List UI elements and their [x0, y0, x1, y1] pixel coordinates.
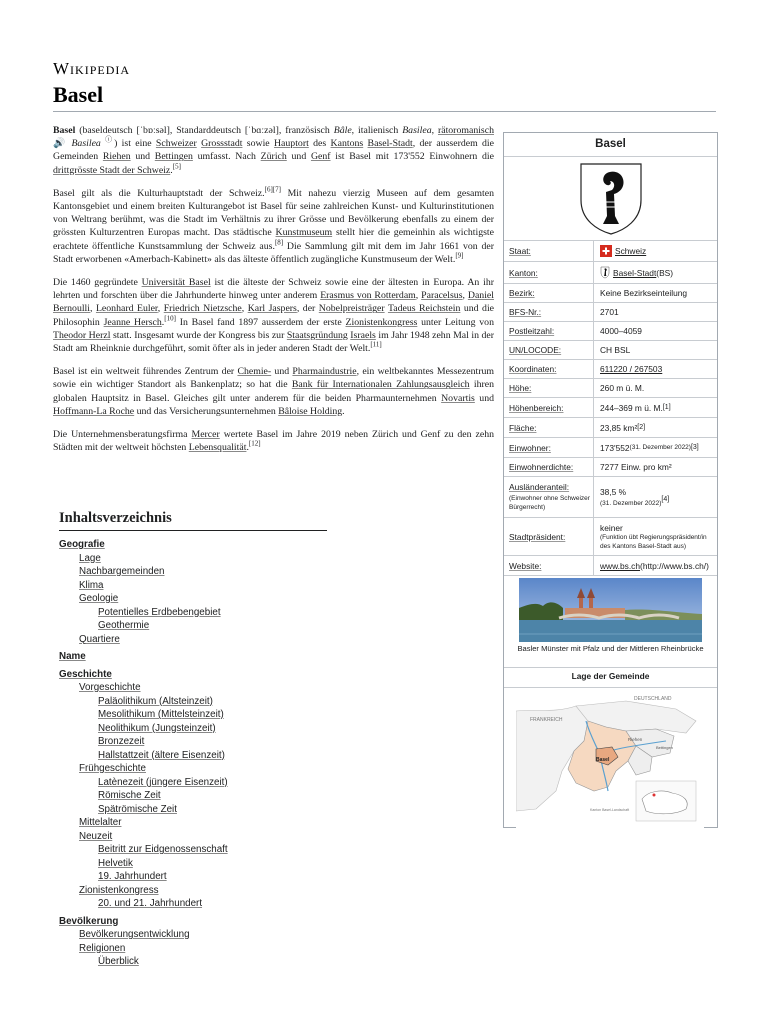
toc-link[interactable]: Überblick [98, 956, 139, 967]
map-title: Lage der Gemeinde [504, 668, 717, 688]
toc-item[interactable] [59, 857, 329, 871]
toc-item[interactable] [59, 538, 329, 552]
toc-item[interactable] [59, 776, 329, 790]
lemma: Basel [53, 125, 76, 136]
ref-4[interactable]: [4] [661, 496, 670, 504]
link-chemie[interactable]: Chemie- [237, 366, 272, 378]
infobox [503, 132, 718, 828]
toc-link[interactable]: Spätrömische Zeit [98, 803, 177, 815]
link-euler[interactable]: Leonhard Euler [95, 303, 158, 315]
photo-caption: Basler Münster mit Pfalz und der Mittleren Rheinbrücke [517, 644, 704, 653]
intro-paragraph-4: Basel ist ein weltweit führendes Zentrum der Chemie- und Pharmaindustrie, ein weltbekanntes Messezentrum sowie ein wichtiger Standort als Bankenplatz; so hat die Bank für Internationalen Zahlungsausgleich ihren globalen Hauptsitz in Basel. Gleiches gilt unter anderem für die beiden Pharmaunternehmen Novartis und Hoffmann-La Roche und das Versicherungsunternehmen Bâloise Holding. [53, 366, 495, 417]
swiss-flag-icon [600, 245, 612, 257]
link-baloise[interactable]: Bâloise Holding [278, 405, 343, 417]
link-nobelpreistraeger[interactable]: Nobelpreisträger [318, 303, 385, 315]
toc-link[interactable]: Neuzeit [79, 830, 113, 842]
link-website[interactable]: www.bs.ch [600, 560, 641, 571]
toc-link[interactable]: Religionen [79, 942, 126, 954]
infobox-row-locode: UN/LOCODE: CH BSL [504, 341, 717, 360]
toc-item[interactable] [59, 606, 329, 620]
intro-paragraph-5: Die Unternehmensberatungsfirma Mercer wertete Basel im Jahre 2019 neben Zürich und Genf zu den zehn Städten mit der weltweit höchsten Lebensqualität.[12] [53, 429, 494, 454]
toc-link[interactable]: Geschichte [59, 668, 112, 680]
intro-paragraph-3: Die 1460 gegründete Universität Basel ist die älteste der Schweiz sowie eine der ältesten in Europa. An ihr lehrten und forschten über die Jahrhunderte hinweg unter anderem Erasmus von Rotterdam, Paracelsus, Daniel Bernoulli, Leonhard Euler, Friedrich Nietzsche, Karl Jaspers, der Nobelpreisträger Tadeus Reichstein und die Philosophin Jeanne Hersch.[10] In Basel fand 1897 ausserdem der erste Zionistenkongress unter Leitung von Theodor Herzl statt. Insgesamt wurde der Kongress bis zur Staatsgründung Israels im Jahr 1948 zehn Mal in der Stadt am Rheinknie durchgeführt, somit öfter als in jeder anderen Stadt der Welt.[11] [53, 277, 495, 355]
link-hersch[interactable]: Jeanne Hersch [103, 316, 162, 328]
toc-link[interactable]: Beitritt zur Eidgenossenschaft [98, 844, 228, 855]
toc-link[interactable]: Neolithikum (Jungsteinzeit) [98, 722, 216, 734]
toc-link[interactable]: Latènezeit (jüngere Eisenzeit) [98, 776, 228, 788]
toc-link[interactable]: Vorgeschichte [79, 682, 141, 693]
link-bernoulli[interactable]: Daniel Bernoulli [53, 290, 494, 315]
link-drittgroesste[interactable]: drittgrösste Stadt der Schweiz [53, 164, 171, 176]
toc-link[interactable]: Bevölkerung [59, 915, 119, 927]
toc-item[interactable] [59, 579, 329, 593]
coat-of-arms[interactable] [504, 157, 717, 241]
ref-12[interactable]: [12] [248, 440, 261, 448]
link-erasmus[interactable]: Erasmus von Rotterdam [320, 290, 416, 302]
toc-item[interactable] [59, 668, 329, 682]
toc-link[interactable]: Mesolithikum (Mittelsteinzeit) [98, 709, 224, 720]
infobox-title: Basel [504, 133, 717, 157]
audio-icon[interactable]: 🔊 [53, 138, 72, 150]
link-paracelsus[interactable]: Paracelsus [421, 290, 463, 302]
link-bettingen[interactable]: Bettingen [154, 151, 193, 163]
link-schweiz[interactable]: Schweiz [615, 246, 647, 256]
toc-item[interactable] [59, 789, 329, 803]
city-photo[interactable] [504, 576, 717, 668]
link-schweizer[interactable]: Schweizer [155, 138, 197, 150]
toc-item[interactable] [59, 650, 329, 664]
toc-item[interactable] [59, 592, 329, 606]
link-zionistenkongress[interactable]: Zionistenkongress [345, 316, 418, 328]
toc-link[interactable]: Hallstattzeit (ältere Eisenzeit) [98, 749, 225, 761]
toc-item[interactable] [59, 722, 329, 736]
ref-11[interactable]: [11] [370, 340, 382, 349]
toc-link[interactable]: Geothermie [98, 620, 150, 631]
toc-item[interactable] [59, 708, 329, 722]
link-biz[interactable]: Bank für Internationalen Zahlungsausgleich [291, 379, 470, 391]
link-nietzsche[interactable]: Friedrich Nietzsche [163, 303, 242, 315]
ref-6-7[interactable]: [6][7] [264, 185, 281, 194]
link-basel-stadt-kanton[interactable]: Basel-Stadt [613, 267, 657, 278]
toc-list [59, 538, 329, 969]
infobox-row-hoehe: Höhe: 260 m ü. M. [504, 379, 717, 398]
infobox-row-hoehenbereich: Höhenbereich: 244–369 m ü. M. [1] [504, 398, 717, 418]
link-universitaet[interactable]: Universität Basel [141, 277, 211, 289]
link-riehen[interactable]: Riehen [102, 151, 131, 163]
article-content [53, 124, 494, 464]
intro-paragraph-1: Basel (baseldeutsch [ˈbɒːsəl], Standarddeutsch [ˈbɑːzəl], französisch Bâle, italienisch Basilea, rätoromanisch 🔊 Basilea ⓘ) ist eine Schweizer Grossstadt sowie Hauptort des Kantons Basel-Stadt, der ausserdem die Gemeinden Riehen und Bettingen umfasst. Nach Zürich und Genf ist Basel mit 173'552 Einwohnern die drittgrösste Stadt der Schweiz.[5] [53, 125, 495, 176]
map-label-bettingen: Bettingen [656, 745, 673, 750]
toc-item[interactable] [59, 552, 329, 566]
toc-link[interactable]: Bronzezeit [98, 736, 145, 747]
link-hauptort[interactable]: Hauptort [273, 138, 309, 150]
toc-item[interactable] [59, 897, 329, 911]
toc-item[interactable] [59, 681, 329, 695]
link-kunstmuseum[interactable]: Kunstmuseum [275, 227, 333, 239]
toc-item[interactable] [59, 735, 329, 749]
toc-item[interactable] [59, 870, 329, 884]
infobox-row-plz: Postleitzahl: 4000–4059 [504, 322, 717, 341]
link-staatsgruendung[interactable]: Staatsgründung [286, 329, 348, 341]
link-basel-stadt[interactable]: Basel-Stadt [367, 138, 413, 150]
map-label-riehen: Riehen [628, 737, 643, 742]
map-label-deutschland: DEUTSCHLAND [634, 696, 672, 702]
link-israels[interactable]: Israels [350, 329, 376, 341]
infobox-row-staat: Staat: Schweiz [504, 241, 717, 262]
link-grossstadt[interactable]: Grossstadt [201, 138, 243, 150]
toc-item[interactable] [59, 565, 329, 579]
link-jaspers[interactable]: Karl Jaspers [247, 303, 297, 315]
infobox-row-flaeche: Fläche: 23,85 km² [2] [504, 418, 717, 438]
toc-link[interactable]: Paläolithikum (Altsteinzeit) [98, 695, 213, 707]
infobox-row-bfs: BFS-Nr.: 2701 [504, 303, 717, 322]
toc-item[interactable] [59, 695, 329, 709]
toc-item[interactable] [59, 942, 329, 956]
infobox-row-einwohnerdichte: Einwohnerdichte: 7277 Einw. pro km² [504, 458, 717, 477]
infobox-row-einwohner: Einwohner: 173'552 (31. Dezember 2022) [3] [504, 438, 717, 458]
link-lebensqualitaet[interactable]: Lebensqualität [188, 442, 247, 454]
ref-10[interactable]: [10] [164, 314, 176, 323]
infobox-row-kanton: Kanton: Basel-Stadt (BS) [504, 262, 717, 284]
map-label-basel-landschaft: Kanton Basel-Landschaft [590, 808, 630, 812]
toc-link[interactable]: 20. und 21. Jahrhundert [98, 898, 203, 909]
toc-link[interactable]: Lage [79, 552, 101, 564]
toc-link[interactable]: Name [59, 651, 86, 662]
toc-link[interactable]: 19. Jahrhundert [98, 871, 167, 882]
basel-coat-of-arms-icon [579, 162, 643, 236]
toc-link[interactable]: Römische Zeit [98, 790, 161, 801]
toc-link[interactable]: Klima [79, 579, 104, 591]
toc-item[interactable] [59, 830, 329, 844]
ref-5[interactable]: [5] [172, 162, 181, 171]
link-novartis[interactable]: Novartis [441, 392, 475, 404]
toc-item[interactable] [59, 843, 329, 857]
toc-link[interactable]: Helvetik [98, 857, 133, 869]
ref-9[interactable]: [9] [455, 251, 464, 260]
basel-muenster-photo [519, 578, 702, 642]
infobox-row-auslaenderanteil: Ausländeranteil: (Einwohner ohne Schweizer Bürgerrecht) 38,5 % (31. Dezember 2022)[4] [504, 477, 717, 518]
link-mercer[interactable]: Mercer [191, 429, 220, 441]
toc-item[interactable] [59, 928, 329, 942]
toc-item[interactable] [59, 803, 329, 817]
toc-link[interactable]: Mittelalter [79, 817, 122, 828]
link-herzl[interactable]: Theodor Herzl [53, 329, 111, 341]
table-of-contents [59, 510, 329, 969]
toc-item[interactable] [59, 749, 329, 763]
link-raetoromanisch[interactable]: rätoromanisch [437, 125, 494, 136]
toc-item[interactable] [59, 619, 329, 633]
toc-item[interactable] [59, 915, 329, 929]
link-koordinaten[interactable]: 611220 / 267503 [600, 364, 663, 374]
toc-item[interactable] [59, 762, 329, 776]
link-pharmaindustrie[interactable]: Pharmaindustrie [292, 366, 357, 378]
map-label-basel: Basel [596, 757, 610, 763]
location-map[interactable] [504, 688, 717, 836]
audio-info-icon[interactable]: ⓘ [105, 135, 115, 144]
toc-title: Inhaltsverzeichnis [59, 510, 327, 531]
infobox-row-stadtpraesident: Stadtpräsident: keiner (Funktion übt Regierungspräsident/in des Kantons Basel-Stadt aus) [504, 518, 717, 556]
map-label-frankreich: FRANKREICH [530, 717, 563, 723]
wikipedia-logo[interactable]: Wikipedia [53, 59, 131, 78]
toc-item[interactable] [59, 816, 329, 830]
basel-stadt-wappen-icon [600, 266, 610, 279]
toc-link[interactable]: Bevölkerungsentwicklung [79, 929, 190, 940]
toc-link[interactable]: Quartiere [79, 633, 120, 645]
infobox-row-bezirk: Bezirk: Keine Bezirkseinteilung [504, 284, 717, 303]
link-kantons[interactable]: Kantons [330, 138, 364, 150]
toc-link[interactable]: Potentielles Erdbebengebiet [98, 606, 221, 618]
link-genf[interactable]: Genf [310, 151, 331, 163]
toc-link[interactable]: Nachbargemeinden [79, 566, 165, 577]
title-divider [53, 111, 716, 112]
infobox-row-koordinaten: Koordinaten: 611220 / 267503 [504, 360, 717, 379]
link-roche[interactable]: Hoffmann-La Roche [53, 405, 135, 417]
page-title: Basel [53, 82, 104, 107]
link-reichstein[interactable]: Tadeus Reichstein [387, 303, 461, 315]
toc-item[interactable] [59, 955, 329, 969]
intro-paragraph-2: Basel gilt als die Kulturhauptstadt der Schweiz.[6][7] Mit nahezu vierzig Museen auf dem gesamten Kantonsgebiet und einem breiten Kulturangebot ist Basel für seine zahlreichen Kunst- und Kulturinstitutionen von Weltrang berühmt, was die Stadt im Verhältnis zu ihrer Grösse und Bevölkerung ebenfalls zu einem der grössten Kulturzentren Europas macht. Das städtische Kunstmuseum stellt hier die gemeinhin als wichtigste erachtete öffentliche Kunstsammlung der Schweiz aus.[8] Die Sammlung gilt mit dem im Jahr 1661 von der Stadt erworbenen «Amerbach-Kabinett» als das älteste öffentlich zugängliche Kunstmuseum der Welt.[9] [53, 185, 494, 265]
location-map-graphic [516, 691, 704, 833]
infobox-row-website: Website: www.bs.ch (http://www.bs.ch/) [504, 556, 717, 576]
toc-link[interactable]: Geologie [79, 593, 119, 604]
toc-item[interactable] [59, 633, 329, 647]
toc-link[interactable]: Geografie [59, 539, 105, 550]
link-zuerich[interactable]: Zürich [260, 151, 287, 163]
toc-link[interactable]: Frühgeschichte [79, 763, 146, 774]
toc-item[interactable] [59, 884, 329, 898]
ref-8[interactable]: [8] [274, 238, 284, 247]
toc-link[interactable]: Zionistenkongress [79, 884, 159, 896]
